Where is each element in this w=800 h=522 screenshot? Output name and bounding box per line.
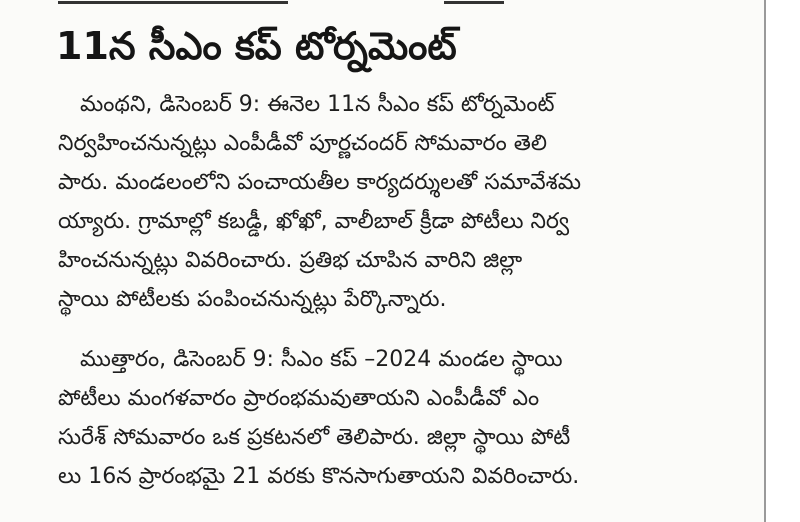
article-line: మంథని, డిసెంబర్ 9: ఈనెల 11న సీఎం కప్ టోర్నమెంట్	[80, 92, 555, 117]
page-margin	[766, 0, 800, 522]
article-line: లు 16న ప్రారంభమై 21 వరకు కొనసాగుతాయని వివరించారు.	[58, 464, 580, 489]
article-manthani	[58, 85, 710, 319]
article-line: హించనున్నట్లు వివరించారు. ప్రతిభ చూపిన వారిని జిల్లా	[58, 248, 523, 273]
article-line: పోటీలు మంగళవారం ప్రారంభమవుతాయని ఎంపీడీవో ఎం	[58, 386, 540, 411]
headline: 11న సీఎం కప్ టోర్నమెంట్	[56, 24, 457, 68]
article-line: పారు. మండలంలోని పంచాయతీల కార్యదర్శులతో సమావేశమ	[58, 170, 582, 195]
article-line: నిర్వహించనున్నట్లు ఎంపీడీవో పూర్ణచందర్ సోమవారం తెలి	[58, 131, 547, 156]
article-line: ముత్తారం, డిసెంబర్ 9: సీఎం కప్ –2024 మండల స్థాయి	[80, 347, 563, 372]
next-article-cutoff	[58, 510, 618, 522]
article-line: స్థాయి పోటీలకు పంపించనున్నట్లు పేర్కొన్నారు.	[58, 287, 447, 312]
article-line: య్యారు. గ్రామాల్లో కబడ్డీ, ఖోఖో, వాలీబాల్ క్రీడా పోటీలు నిర్వ	[58, 209, 570, 234]
previous-article-cutoff	[58, 0, 618, 5]
article-mutharam	[58, 340, 710, 496]
article-line: సురేశ్ సోమవారం ఒక ప్రకటనలో తెలిపారు. జిల్లా స్థాయి పోటీ	[58, 425, 571, 450]
